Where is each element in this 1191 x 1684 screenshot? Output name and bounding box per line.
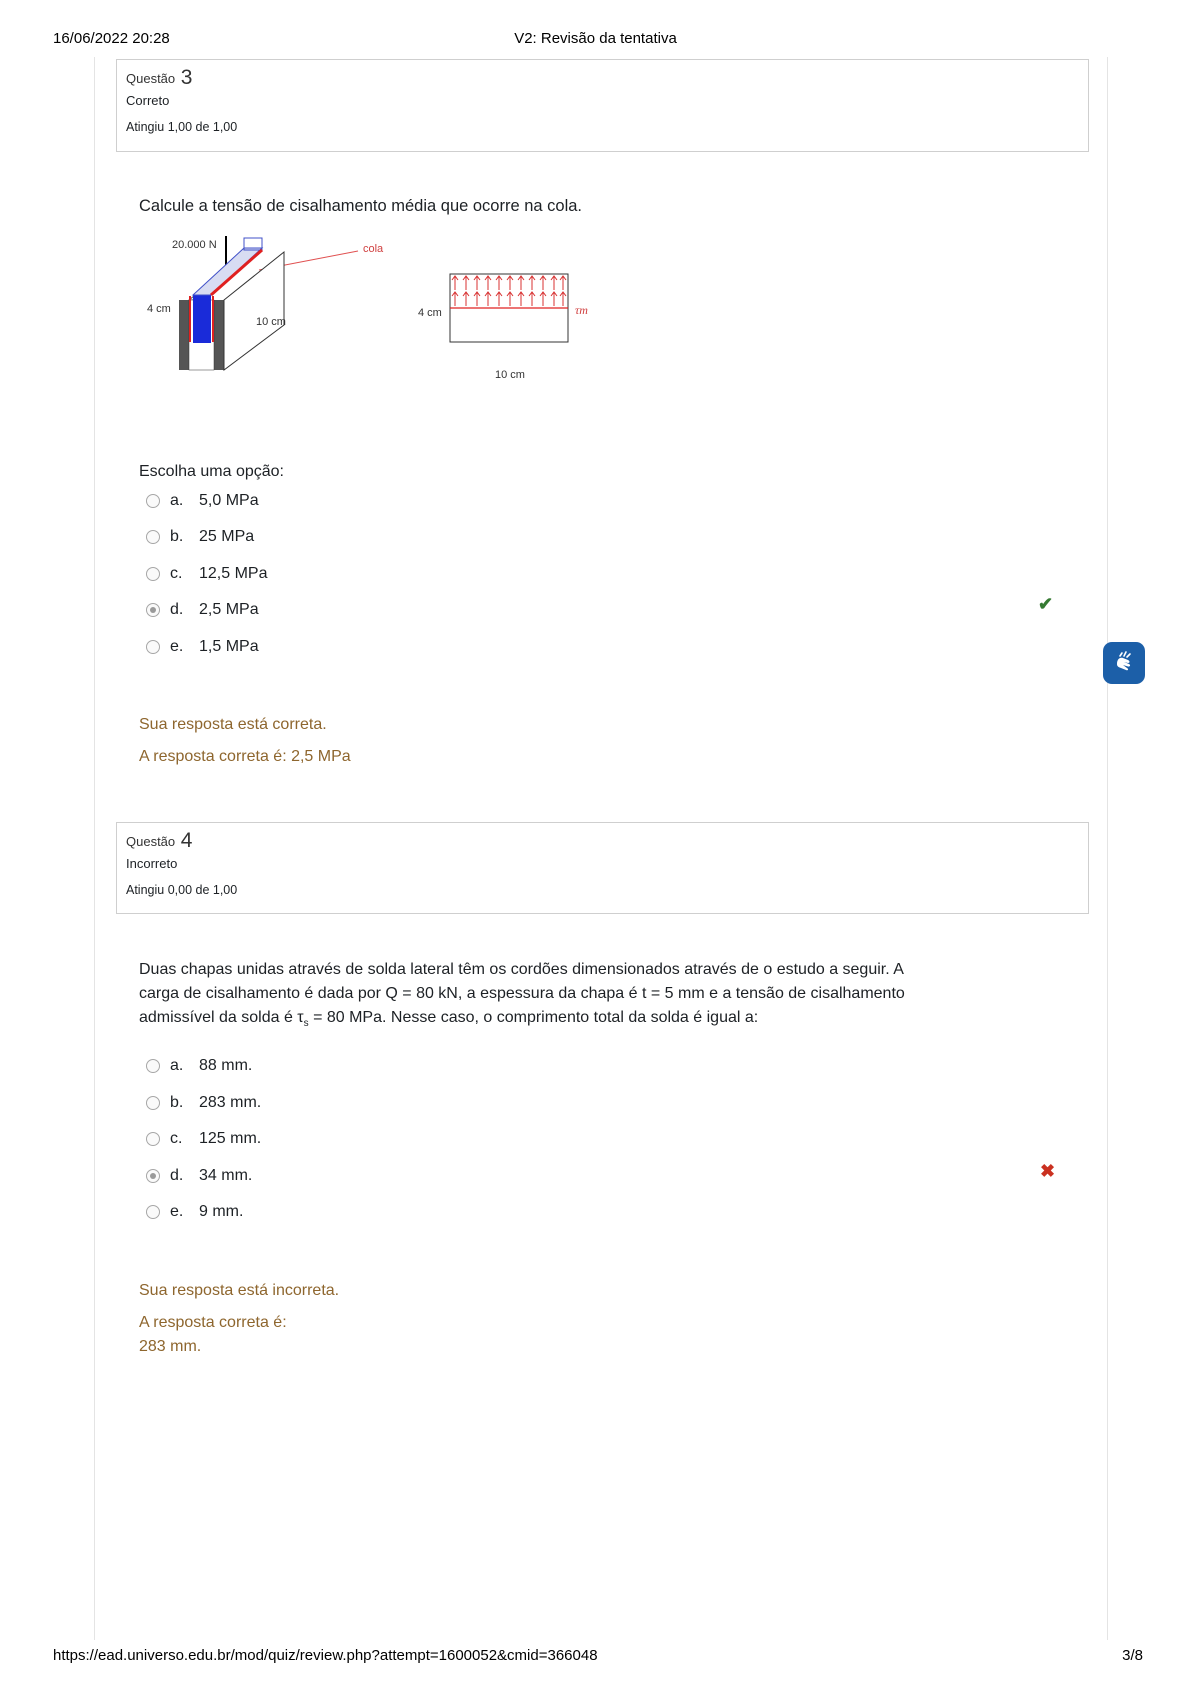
question-3-info: [116, 59, 1089, 152]
radio-button[interactable]: [146, 494, 160, 508]
question-state: Incorreto: [126, 856, 178, 871]
q4-option-e[interactable]: e. 9 mm.: [146, 1201, 243, 1223]
q4-feedback-answer-label: A resposta correta é:: [139, 1314, 287, 1331]
question-4-info: [116, 822, 1089, 914]
question-number: Questão 4: [126, 829, 193, 852]
q3-option-c[interactable]: c. 12,5 MPa: [146, 563, 267, 585]
q4-feedback-state: Sua resposta está incorreta.: [139, 1282, 340, 1299]
tau-label: τm: [575, 303, 588, 317]
print-page-number: 3/8: [1122, 1647, 1143, 1664]
question-state: Correto: [126, 93, 170, 108]
print-url: https://ead.universo.edu.br/mod/quiz/review.php?attempt=1600052&cmid=366048: [53, 1647, 598, 1664]
q4-option-d[interactable]: d. 34 mm.: [146, 1165, 252, 1187]
shear-glue-figure: [139, 230, 619, 395]
q4-option-b[interactable]: b. 283 mm.: [146, 1092, 261, 1114]
radio-button-selected[interactable]: [146, 1169, 160, 1183]
height-label-left: 4 cm: [147, 303, 171, 315]
glue-label: cola: [363, 243, 384, 255]
q4-option-c[interactable]: c. 125 mm.: [146, 1128, 261, 1150]
check-icon: ✔: [1038, 594, 1054, 614]
radio-button[interactable]: [146, 1132, 160, 1146]
q3-option-a[interactable]: a. 5,0 MPa: [146, 490, 259, 512]
cross-icon: ✖: [1040, 1161, 1056, 1181]
q4-feedback-answer-value: 283 mm.: [139, 1338, 202, 1355]
accessibility-button[interactable]: [1103, 642, 1145, 684]
radio-button[interactable]: [146, 530, 160, 544]
q3-option-b[interactable]: b. 25 MPa: [146, 526, 254, 548]
print-title: V2: Revisão da tentativa: [514, 30, 677, 47]
print-datetime: 16/06/2022 20:28: [53, 30, 170, 47]
radio-button-selected[interactable]: [146, 603, 160, 617]
radio-button[interactable]: [146, 1205, 160, 1219]
radio-button[interactable]: [146, 1096, 160, 1110]
sign-language-icon: [1111, 650, 1137, 676]
radio-button[interactable]: [146, 1059, 160, 1073]
force-label: 20.000 N: [172, 239, 217, 251]
question-grade: Atingiu 0,00 de 1,00: [126, 883, 238, 897]
question-number: Questão 3: [126, 66, 193, 89]
question-grade: Atingiu 1,00 de 1,00: [126, 120, 238, 134]
q3-option-d[interactable]: d. 2,5 MPa: [146, 599, 259, 621]
page-rail-right: [1107, 57, 1108, 1640]
length-label-right: 10 cm: [495, 369, 525, 381]
choose-option-prompt: Escolha uma opção:: [139, 463, 284, 480]
q4-option-a[interactable]: a. 88 mm.: [146, 1055, 252, 1077]
radio-button[interactable]: [146, 640, 160, 654]
length-label-left: 10 cm: [256, 316, 286, 328]
q3-option-e[interactable]: e. 1,5 MPa: [146, 636, 259, 658]
page-rail-left: [94, 57, 95, 1640]
question-4-text: Duas chapas unidas através de solda lateral têm os cordões dimensionados através de o estudo a seguir. A carga de cisalhamento é dada por Q = 80 kN, a espessura da chapa é t = 5 mm e a tensão de cisalhamento admissível da solda é $\tau_s = 80$ MPa. Nesse caso, o comprimento total da solda é igual a:: [139, 961, 905, 1030]
height-label-right: 4 cm: [418, 307, 442, 319]
q3-feedback-state: Sua resposta está correta.: [139, 716, 327, 733]
q3-feedback-answer: A resposta correta é: 2,5 MPa: [139, 748, 351, 765]
radio-button[interactable]: [146, 567, 160, 581]
question-3-text: Calcule a tensão de cisalhamento média que ocorre na cola.: [139, 197, 583, 215]
